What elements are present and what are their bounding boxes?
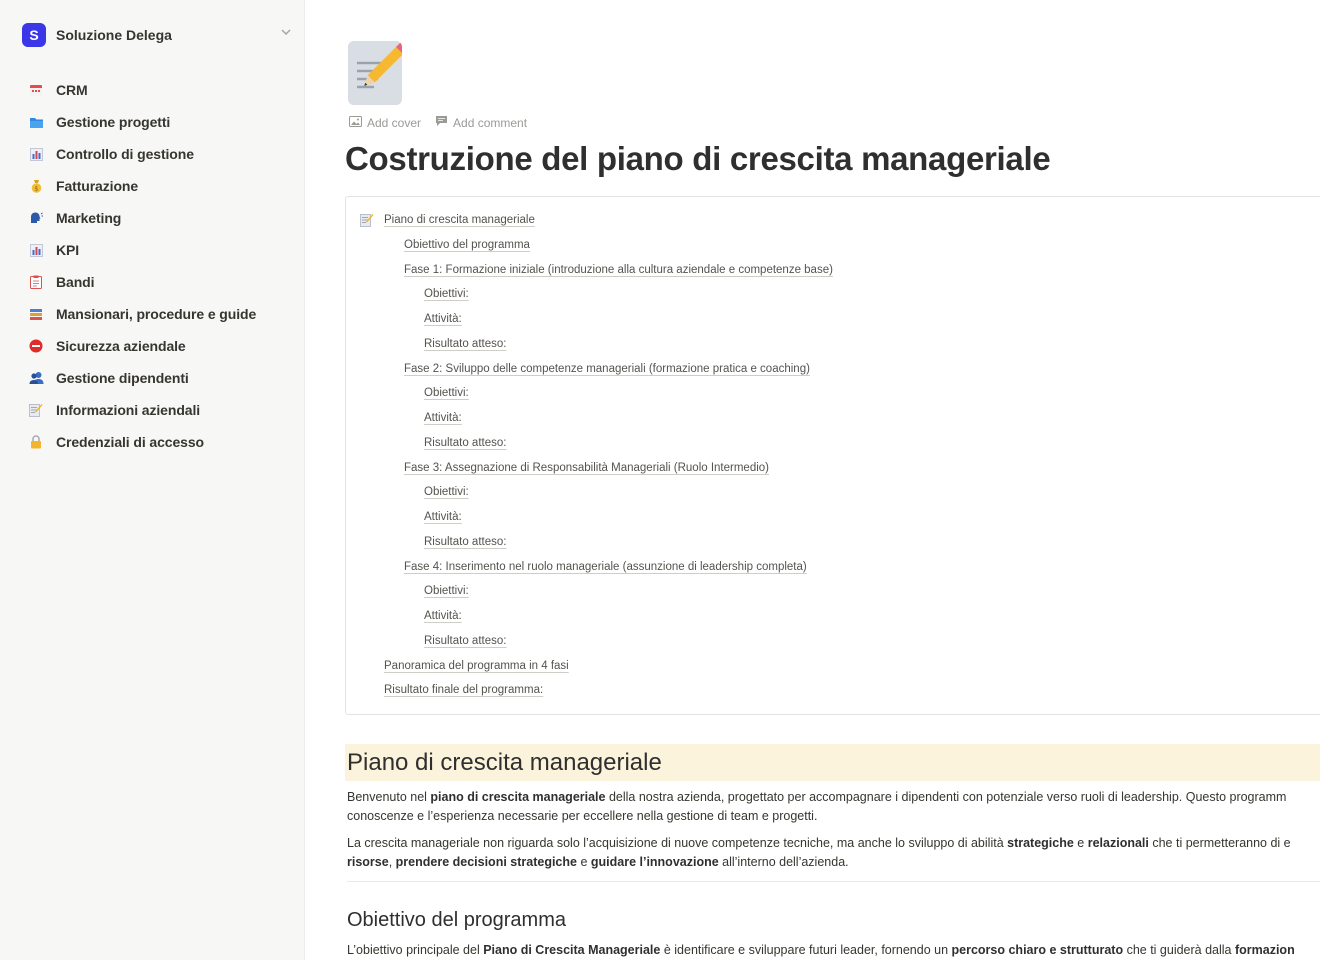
bold-run: Piano di Crescita Manageriale <box>483 943 661 957</box>
text-run: e <box>1073 836 1088 850</box>
sidebar-item-controllo-di-gestione[interactable] <box>22 138 292 170</box>
people-icon <box>26 368 46 388</box>
paragraph-line <box>347 834 1320 853</box>
toc-item[interactable]: Obiettivi: <box>424 387 469 400</box>
heading-text: Piano di crescita manageriale <box>347 749 662 776</box>
text-run: all’interno dell’azienda. <box>718 855 849 869</box>
paragraph-objective <box>347 941 1320 960</box>
text-run: che ti guiderà dalla <box>1123 943 1235 957</box>
sidebar-item-kpi[interactable] <box>22 234 292 266</box>
bold-run: strategiche <box>1007 836 1074 850</box>
bold-run: risorse <box>347 855 389 869</box>
text-run: è identificare e sviluppare futuri leader, fornendo un <box>660 943 952 957</box>
speaking-head-icon <box>26 208 46 228</box>
page-actions <box>349 115 527 130</box>
money-bag-icon <box>26 176 46 196</box>
sidebar-item-label: Credenziali di accesso <box>56 434 204 450</box>
bold-run: piano di crescita manageriale <box>430 790 606 804</box>
books-icon <box>26 304 46 324</box>
sidebar-item-sicurezza-aziendale[interactable] <box>22 330 292 362</box>
sidebar-item-credenziali-di-accesso[interactable] <box>22 426 292 458</box>
sidebar-item-label: Gestione dipendenti <box>56 370 189 386</box>
toc-item[interactable]: Obiettivi: <box>424 585 469 598</box>
toc-item[interactable]: Risultato atteso: <box>424 337 507 350</box>
bar-chart-icon <box>26 240 46 260</box>
toc-item[interactable]: Panoramica del programma in 4 fasi <box>384 659 569 672</box>
heading-piano-di-crescita <box>345 744 1320 781</box>
toc-item[interactable]: Attività: <box>424 610 462 622</box>
sidebar-item-mansionari[interactable] <box>22 298 292 330</box>
toc-item[interactable]: Attività: <box>424 412 462 424</box>
memo-pencil-icon[interactable] <box>348 41 402 105</box>
main-content <box>305 0 1320 960</box>
sidebar-item-fatturazione[interactable] <box>22 170 292 202</box>
memo-icon <box>26 400 46 420</box>
text-run: e <box>576 855 591 869</box>
sidebar-item-gestione-progetti[interactable] <box>22 106 292 138</box>
workspace-switcher[interactable] <box>22 22 294 48</box>
workspace-logo: S <box>22 23 46 47</box>
text-run: che ti permetteranno di e <box>1148 836 1291 850</box>
sidebar-item-label: Fatturazione <box>56 178 139 194</box>
sidebar-nav <box>22 74 292 458</box>
sidebar-item-label: Marketing <box>56 210 122 226</box>
toc-item[interactable]: Obiettivi: <box>424 288 469 301</box>
sidebar-item-label: Bandi <box>56 274 95 290</box>
heading-obiettivo: Obiettivo del programma <box>347 909 566 931</box>
table-of-contents <box>345 196 1320 715</box>
workspace-name: Soluzione Delega <box>56 27 172 43</box>
paragraph-growth <box>347 834 1320 872</box>
paragraph-line <box>347 788 1320 807</box>
paragraph-intro <box>347 788 1320 826</box>
paragraph-line: conoscenze e l’esperienza necessarie per eccellere nella gestione di team e progetti. <box>347 809 818 823</box>
svg-text:$: $ <box>33 185 38 193</box>
text-run: Benvenuto nel <box>347 790 431 804</box>
divider <box>347 881 1320 882</box>
text-run: , <box>388 855 396 869</box>
text-run: della nostra azienda, progettato per accompagnare i dipendenti con potenziale verso ruoli di leadership. Questo programm <box>605 790 1287 804</box>
toc-item[interactable]: Fase 1: Formazione iniziale (introduzione alla cultura aziendale e competenze base) <box>404 263 833 276</box>
toc-item[interactable]: Fase 4: Inserimento nel ruolo manageriale (assunzione di leadership completa) <box>404 560 807 573</box>
sidebar-item-label: Mansionari, procedure e guide <box>56 306 257 322</box>
sidebar-item-bandi[interactable] <box>22 266 292 298</box>
sidebar-item-crm[interactable] <box>22 74 292 106</box>
lock-icon <box>26 432 46 452</box>
add-cover-label: Add cover <box>367 115 422 130</box>
sidebar-item-label: CRM <box>56 82 88 98</box>
sidebar-item-gestione-dipendenti[interactable] <box>22 362 292 394</box>
toc-item[interactable]: Piano di crescita manageriale <box>384 214 535 226</box>
clipboard-icon <box>26 272 46 292</box>
toc-item[interactable]: Attività: <box>424 313 462 325</box>
toc-item[interactable]: Risultato atteso: <box>424 436 507 449</box>
toc-item[interactable]: Fase 3: Assegnazione di Responsabilità Manageriali (Ruolo Intermedio) <box>404 461 770 474</box>
toc-item[interactable]: Obiettivi: <box>424 486 469 499</box>
memo-icon <box>360 213 374 227</box>
paragraph-line <box>347 853 1320 872</box>
add-cover-button[interactable] <box>349 115 421 130</box>
add-comment-label: Add comment <box>453 115 528 130</box>
sidebar-item-label: Sicurezza aziendale <box>56 338 186 354</box>
calendar-red-icon <box>26 80 46 100</box>
image-icon <box>349 116 362 130</box>
bold-run: guidare l’innovazione <box>590 855 719 869</box>
toc-item[interactable]: Risultato finale del programma: <box>384 684 544 697</box>
chevron-down-icon[interactable] <box>280 26 292 41</box>
sidebar <box>0 0 305 960</box>
bar-chart-icon <box>26 144 46 164</box>
sidebar-item-marketing[interactable] <box>22 202 292 234</box>
sidebar-item-label: Informazioni aziendali <box>56 402 201 418</box>
no-entry-icon <box>26 336 46 356</box>
bold-run: percorso chiaro e strutturato <box>951 943 1124 957</box>
page-title: Costruzione del piano di crescita manageriale <box>345 140 1051 177</box>
toc-item[interactable]: Fase 2: Sviluppo delle competenze manageriali (formazione pratica e coaching) <box>404 362 810 375</box>
text-run: La crescita manageriale non riguarda solo l’acquisizione di nuove competenze tecniche, ma anche lo sviluppo di abilità <box>347 836 1008 850</box>
add-comment-button[interactable] <box>435 115 527 130</box>
folder-blue-icon <box>26 112 46 132</box>
toc-item[interactable]: Obiettivo del programma <box>404 238 530 251</box>
bold-run: formazion <box>1234 943 1295 957</box>
sidebar-item-label: Controllo di gestione <box>56 146 194 162</box>
comment-icon <box>435 115 448 130</box>
sidebar-item-label: Gestione progetti <box>56 114 171 130</box>
toc-item[interactable]: Attività: <box>424 511 462 523</box>
sidebar-item-informazioni-aziendali[interactable] <box>22 394 292 426</box>
bold-run: prendere decisioni strategiche <box>395 855 577 869</box>
paragraph-line <box>347 941 1320 960</box>
toc-item[interactable]: Risultato atteso: <box>424 535 507 548</box>
toc-item[interactable]: Risultato atteso: <box>424 634 507 647</box>
sidebar-item-label: KPI <box>56 242 80 258</box>
text-run: L’obiettivo principale del <box>347 943 484 957</box>
bold-run: relazionali <box>1087 836 1149 850</box>
